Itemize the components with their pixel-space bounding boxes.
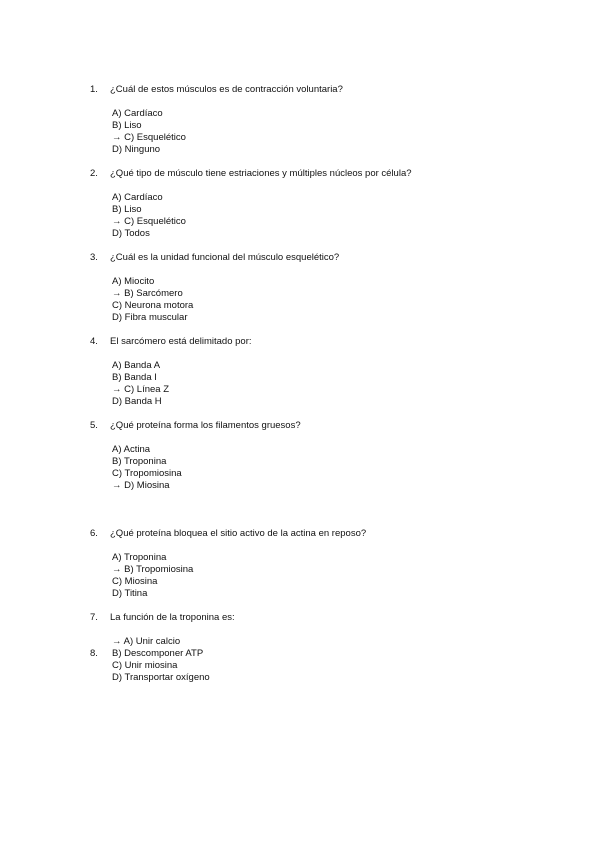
options-list <box>112 276 193 324</box>
option-b: B) Descomponer ATP <box>112 648 204 659</box>
question-text: ¿Qué proteína bloquea el sitio activo de la actina en reposo? <box>110 528 367 539</box>
option-b: B) Liso <box>112 120 142 131</box>
question-number: 7. <box>90 612 98 623</box>
question-header <box>90 252 570 264</box>
question-header <box>90 168 570 180</box>
question-6 <box>90 528 570 599</box>
option-d: D) Titina <box>112 588 148 599</box>
question-header <box>90 528 570 540</box>
options-list <box>112 108 186 156</box>
option-b: → B) Sarcómero <box>112 288 183 299</box>
question-number: 5. <box>90 420 98 431</box>
option-d: D) Ninguno <box>112 144 161 155</box>
options-list <box>112 192 186 240</box>
option-a: A) Troponina <box>112 552 167 563</box>
question-header <box>90 84 570 96</box>
option-c: C) Unir miosina <box>112 660 178 671</box>
option-b: B) Liso <box>112 204 142 215</box>
question-1 <box>90 84 570 155</box>
question-text: La función de la troponina es: <box>110 612 235 623</box>
option-c: C) Tropomiosina <box>112 468 182 479</box>
question-number: 3. <box>90 252 98 263</box>
option-a: A) Cardíaco <box>112 108 163 119</box>
question-text: ¿Cuál es la unidad funcional del músculo esquelético? <box>110 252 340 263</box>
option-d: D) Banda H <box>112 396 162 407</box>
question-4 <box>90 336 570 407</box>
option-a: A) Banda A <box>112 360 161 371</box>
question-text: El sarcómero está delimitado por: <box>110 336 252 347</box>
option-d: D) Transportar oxígeno <box>112 672 210 683</box>
option-a: A) Miocito <box>112 276 155 287</box>
option-c: C) Neurona motora <box>112 300 194 311</box>
option-d: D) Fibra muscular <box>112 312 188 323</box>
option-a: A) Actina <box>112 444 151 455</box>
options-list <box>112 444 182 492</box>
question-2 <box>90 168 570 239</box>
option-b: B) Banda I <box>112 372 157 383</box>
options-list <box>112 552 193 600</box>
option-c: → C) Esquelético <box>112 132 186 143</box>
option-c: C) Miosina <box>112 576 158 587</box>
option-c: → C) Esquelético <box>112 216 186 227</box>
question-header <box>90 612 570 624</box>
question-text: ¿Qué tipo de músculo tiene estriaciones y múltiples núcleos por célula? <box>110 168 412 179</box>
option-b: B) Troponina <box>112 456 167 467</box>
question-text: ¿Cuál de estos músculos es de contracción voluntaria? <box>110 84 343 95</box>
option-b: → B) Tropomiosina <box>112 564 194 575</box>
question-header <box>90 420 570 432</box>
option-a: A) Cardíaco <box>112 192 163 203</box>
question-3 <box>90 252 570 323</box>
option-a: → A) Unir calcio <box>112 636 181 647</box>
question-number: 6. <box>90 528 98 539</box>
question-7 <box>90 612 570 683</box>
question-8-number: 8. <box>90 648 98 659</box>
option-c: → C) Línea Z <box>112 384 170 395</box>
question-text: ¿Qué proteína forma los filamentos gruesos? <box>110 420 301 431</box>
question-number: 2. <box>90 168 98 179</box>
options-list <box>112 360 169 408</box>
question-number: 4. <box>90 336 98 347</box>
question-number: 1. <box>90 84 98 95</box>
option-d: → D) Miosina <box>112 480 170 491</box>
question-5 <box>90 420 570 491</box>
question-header <box>90 336 570 348</box>
options-list <box>112 636 210 684</box>
option-d: D) Todos <box>112 228 150 239</box>
